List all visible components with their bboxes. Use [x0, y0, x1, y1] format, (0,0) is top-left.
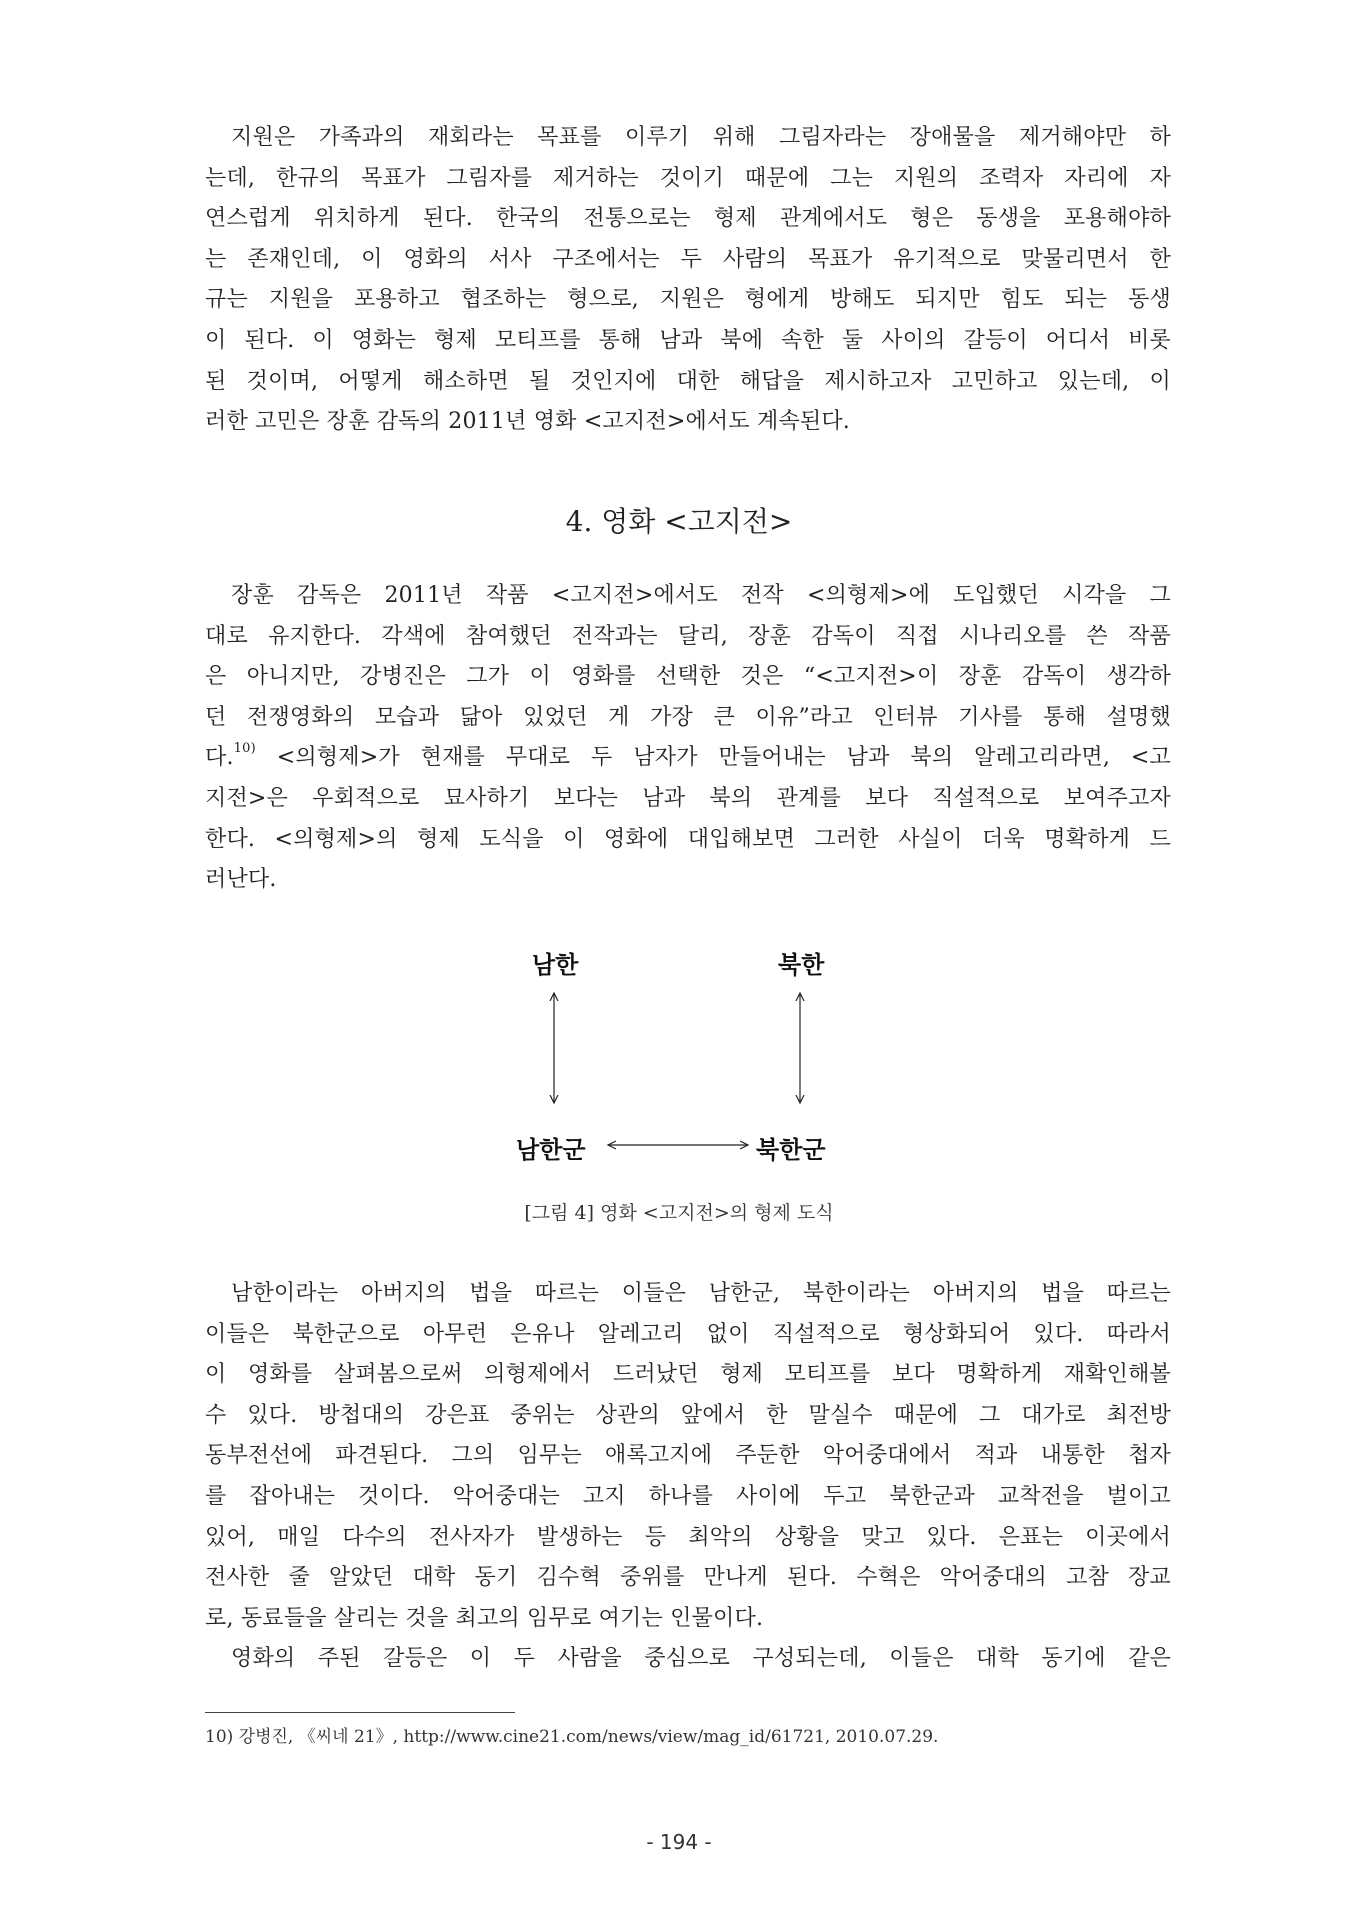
paragraph-3	[205, 1274, 1171, 1680]
text-line: 남한이라는 아버지의 법을 따르는 이들은 남한군, 북한이라는 아버지의 법을 따르는	[231, 1281, 1171, 1306]
brother-schema-diagram	[480, 925, 880, 1175]
text-fragment: <의형제>가 현재를 무대로 두 남자가 만들어내는 남과 북의 알레고리라면, <고	[255, 745, 1171, 771]
node-south-army: 남한군	[516, 1136, 586, 1164]
section-heading: 4. 영화 <고지전>	[565, 505, 793, 538]
footnote: 10) 강병진, 《씨네 21》, http://www.cine21.com/news/view/mag_id/61721, 2010.07.29.	[205, 1727, 939, 1747]
text-line: 는 존재인데, 이 영화의 서사 구조에서는 두 사람의 목표가 유기적으로 맞물리면서 한	[205, 246, 1171, 272]
text-line: 이 영화를 살펴봄으로써 의형제에서 드러났던 형제 모티프를 보다 명확하게 재확인해볼	[205, 1362, 1171, 1388]
text-line: 전사한 줄 알았던 대학 동기 김수혁 중위를 만나게 된다. 수혁은 악어중대의 고참 장교	[205, 1565, 1171, 1591]
paragraph-1	[205, 118, 1171, 443]
footnote-divider	[205, 1712, 515, 1713]
text-line: 러한 고민은 장훈 감독의 2011년 영화 <고지전>에서도 계속된다.	[205, 409, 850, 435]
text-line: 이들은 북한군으로 아무런 은유나 알레고리 없이 직설적으로 형상화되어 있다. 따라서	[205, 1321, 1171, 1347]
text-line: 이 된다. 이 영화는 형제 모티프를 통해 남과 북에 속한 둘 사이의 갈등이 어디서 비롯	[205, 327, 1171, 353]
node-north: 북한	[778, 951, 825, 979]
text-line: 있어, 매일 다수의 전사자가 발생하는 등 최악의 상황을 맞고 있다. 은표는 이곳에서	[205, 1524, 1171, 1550]
text-line-with-footnote	[205, 738, 1171, 779]
text-line: 동부전선에 파견된다. 그의 임무는 애록고지에 주둔한 악어중대에서 적과 내통한 첩자	[205, 1443, 1171, 1469]
text-line: 규는 지원을 포용하고 협조하는 형으로, 지원은 형에게 방해도 되지만 힘도 되는 동생	[205, 287, 1171, 313]
text-line: 한다. <의형제>의 형제 도식을 이 영화에 대입해보면 그러한 사실이 더욱 명확하게 드	[205, 826, 1171, 852]
node-south: 남한	[532, 951, 579, 979]
node-north-army: 북한군	[756, 1136, 826, 1164]
text-line: 를 잡아내는 것이다. 악어중대는 고지 하나를 사이에 두고 북한군과 교착전을 벌이고	[205, 1483, 1171, 1509]
text-line: 연스럽게 위치하게 된다. 한국의 전통으로는 형제 관계에서도 형은 동생을 포용해야하	[205, 206, 1171, 232]
footnote-reference[interactable]: 10)	[233, 741, 256, 757]
text-line: 지원은 가족과의 재회라는 목표를 이루기 위해 그림자라는 장애물을 제거해야만 하	[231, 125, 1171, 150]
text-fragment: 다.	[205, 745, 234, 771]
text-line: 지전>은 우회적으로 묘사하기 보다는 남과 북의 관계를 보다 직설적으로 보여주고자	[205, 785, 1171, 811]
figure-caption: [그림 4] 영화 <고지전>의 형제 도식	[524, 1202, 834, 1224]
text-line: 된 것이며, 어떻게 해소하면 될 것인지에 대한 해답을 제시하고자 고민하고 있는데, 이	[205, 368, 1171, 394]
text-line: 러난다.	[205, 867, 277, 893]
text-line: 영화의 주된 갈등은 이 두 사람을 중심으로 구성되는데, 이들은 대학 동기에 같은	[231, 1646, 1171, 1672]
text-line: 던 전쟁영화의 모습과 닮아 있었던 게 가장 큰 이유”라고 인터뷰 기사를 통해 설명했	[205, 704, 1171, 730]
text-line: 수 있다. 방첩대의 강은표 중위는 상관의 앞에서 한 말실수 때문에 그 대가로 최전방	[205, 1402, 1171, 1428]
text-line: 장훈 감독은 2011년 작품 <고지전>에서도 전작 <의형제>에 도입했던 시각을 그	[231, 583, 1171, 608]
text-line: 는데, 한규의 목표가 그림자를 제거하는 것이기 때문에 그는 지원의 조력자 자리에 자	[205, 165, 1171, 191]
page-number: - 194 -	[646, 1830, 712, 1854]
paragraph-2	[205, 576, 1171, 901]
text-line: 은 아니지만, 강병진은 그가 이 영화를 선택한 것은 “<고지전>이 장훈 감독이 생각하	[205, 664, 1171, 690]
text-line: 대로 유지한다. 각색에 참여했던 전작과는 달리, 장훈 감독이 직접 시나리오를 쓴 작품	[205, 623, 1171, 649]
text-line: 로, 동료들을 살리는 것을 최고의 임무로 여기는 인물이다.	[205, 1605, 764, 1631]
